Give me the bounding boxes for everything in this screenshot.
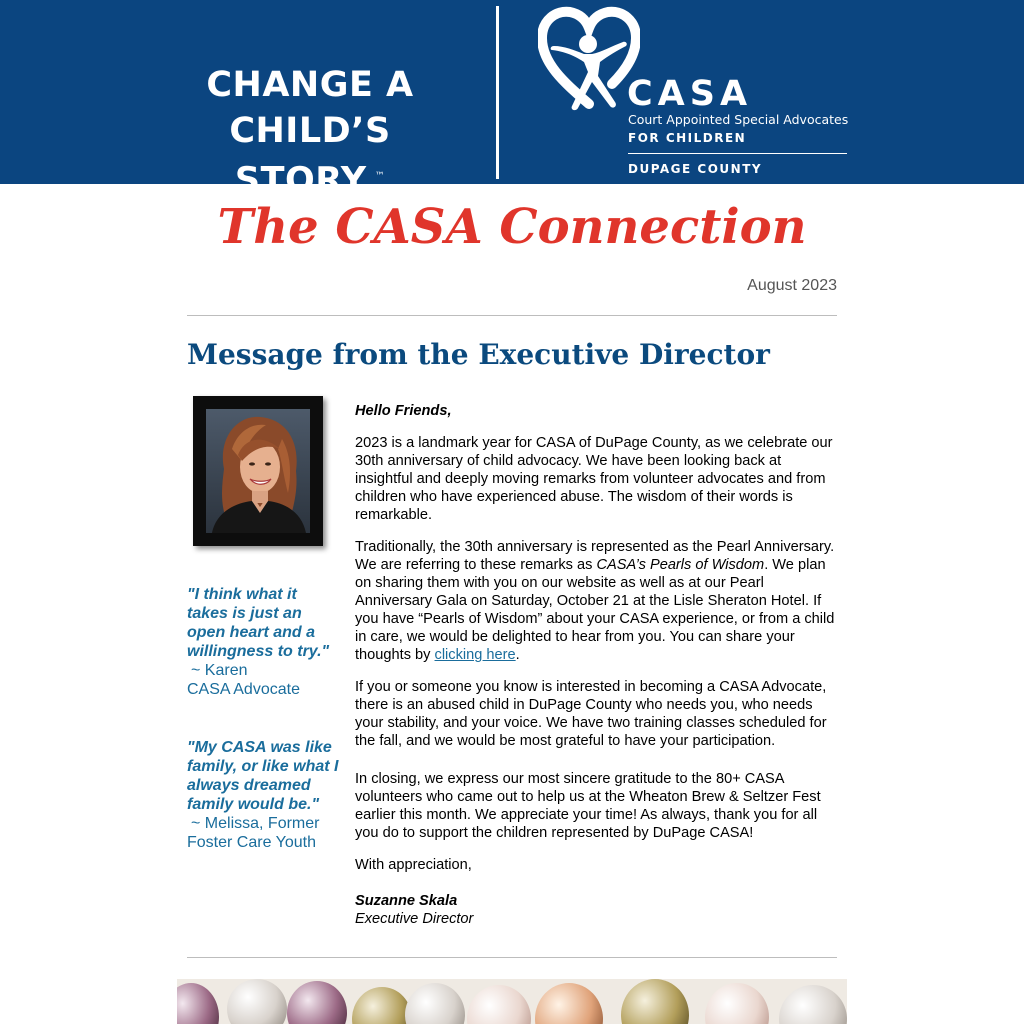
slogan — [160, 62, 460, 204]
banner-divider — [496, 6, 499, 179]
issue-date: August 2023 — [747, 277, 837, 294]
casa-heart-figure-icon — [538, 6, 640, 112]
letter-body — [355, 402, 839, 928]
casa-logo-text: CASA — [627, 74, 753, 114]
casa-logo-for-children: FOR CHILDREN — [628, 131, 747, 145]
director-photo — [206, 409, 310, 533]
bottom-divider — [187, 957, 837, 958]
quote-text: "I think what it takes is just an open heart and a willingness to try." — [187, 586, 330, 660]
slogan-line-1: CHANGE A — [206, 65, 414, 105]
section-heading: Message from the Executive Director — [187, 338, 770, 371]
paragraph-2-part-b: . We plan on sharing them with you on our website as well as at our Pearl Anniversary Gala on Saturday, October 21 at the Lisle Sheraton Hotel. If you have “Pearls of Wisdom” about your CASA experience, or from a child in care, we would be delighted to hear from you. You can share your thoughts by — [355, 557, 835, 663]
logo-rule — [628, 153, 847, 154]
signer-title: Executive Director — [355, 911, 474, 927]
quote-attribution: ~ Karen — [191, 662, 248, 679]
paragraph-2-end: . — [515, 647, 520, 663]
paragraph-2-italic: CASA’s Pearls of Wisdom — [596, 557, 765, 573]
letter-paragraph-4: In closing, we express our most sincere gratitude to the 80+ CASA volunteers who came out to help us at the Wheaton Brew & Seltzer Fest earlier this month. We appreciate your time! As always, thank you for all you do to support the children represented by DuPage CASA! — [355, 771, 821, 841]
quote-attribution-role: CASA Advocate — [187, 681, 300, 698]
quote-attribution-role: Foster Care Youth — [187, 834, 316, 851]
header-banner — [0, 0, 1024, 201]
sidebar-quote-1 — [187, 585, 339, 699]
casa-logo-subtitle: Court Appointed Special Advocates — [628, 112, 849, 127]
quote-attribution: ~ Melissa, Former — [191, 815, 320, 832]
top-divider — [187, 315, 837, 316]
letter-paragraph-1: 2023 is a landmark year for CASA of DuPage County, as we celebrate our 30th anniversary of child advocacy. We have been looking back at insightful and deeply moving remarks from volunteer advocates and from children who have experienced abuse. The wisdom of their words is remarkable. — [355, 435, 833, 523]
letter-closing: With appreciation, — [355, 857, 472, 873]
letter-greeting: Hello Friends, — [355, 403, 452, 419]
trademark-symbol: ™ — [374, 171, 386, 182]
slogan-line-2-text: CHILD’S STORY. — [229, 111, 391, 201]
casa-logo-county: DUPAGE COUNTY — [628, 162, 763, 176]
sidebar-quote-2 — [187, 738, 339, 852]
letter-paragraph-3: If you or someone you know is interested in becoming a CASA Advocate, there is an abused child in DuPage County who needs you, who needs your stability, and your voice. We have two training classes scheduled for the fall, and we would be most grateful to have your participation. — [355, 679, 827, 749]
slogan-line-2 — [160, 108, 460, 204]
pearls-banner-image — [177, 979, 847, 1024]
quote-text: "My CASA was like family, or like what I always dreamed family would be." — [187, 739, 339, 813]
director-photo-frame — [193, 396, 323, 546]
newsletter-title: The CASA Connection — [217, 199, 807, 255]
registered-mark: ® — [608, 80, 616, 91]
signer-name: Suzanne Skala — [355, 893, 458, 909]
clicking-here-link[interactable]: clicking here — [434, 647, 516, 663]
paragraph-2-part-a: Traditionally, the 30th anniversary is represented as the Pearl Anniversary. We are referring to these remarks as — [355, 539, 835, 573]
letter-paragraph-2 — [355, 538, 839, 664]
